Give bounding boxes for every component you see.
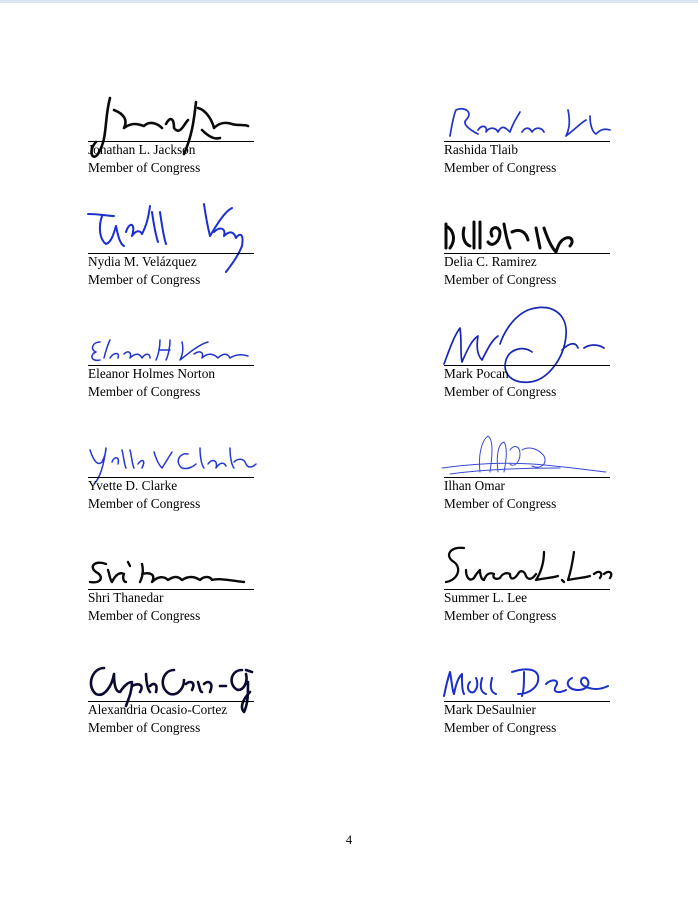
signer-name: Summer L. Lee [444,590,528,605]
signer-title: Member of Congress [444,160,557,175]
signer-title: Member of Congress [444,384,557,399]
signature-block-norton [88,304,256,416]
signer-title: Member of Congress [444,608,557,623]
signer-name: Rashida Tlaib [444,142,518,157]
signer-title: Member of Congress [444,496,557,511]
signature-block-clarke [88,418,256,530]
signer-name: Mark Pocan [444,366,509,381]
signer-title: Member of Congress [88,720,201,735]
signer-name: Mark DeSaulnier [444,702,536,717]
signer-title: Member of Congress [88,496,201,511]
page-top-border [0,0,698,3]
signer-title: Member of Congress [88,608,201,623]
signer-name: Alexandria Ocasio-Cortez [88,702,228,717]
signer-title: Member of Congress [444,720,557,735]
signer-name: Eleanor Holmes Norton [88,366,216,381]
signature-block-ramirez [444,192,612,304]
signer-name: Jonathan L. Jackson [88,142,196,157]
signature-block-pocan [444,304,612,416]
page-number: 4 [345,833,353,847]
signer-title: Member of Congress [444,272,557,287]
signer-title: Member of Congress [88,160,201,175]
signature-block-jackson [88,80,256,192]
signature-block-ocasio-cortez [88,642,256,754]
signature-block-desaulnier [444,642,612,754]
signature-block-velazquez [88,192,256,304]
signer-name: Yvette D. Clarke [88,478,178,493]
signer-name: Delia C. Ramirez [444,254,537,269]
signature-block-lee [444,530,612,642]
signature-block-thanedar [88,530,256,642]
signer-name: Ilhan Omar [444,478,505,493]
signer-name: Shri Thanedar [88,590,164,605]
signature-block-tlaib [444,80,612,192]
signer-title: Member of Congress [88,384,201,399]
signature-block-omar [444,418,612,530]
signer-title: Member of Congress [88,272,201,287]
signer-name: Nydia M. Velázquez [88,254,197,269]
